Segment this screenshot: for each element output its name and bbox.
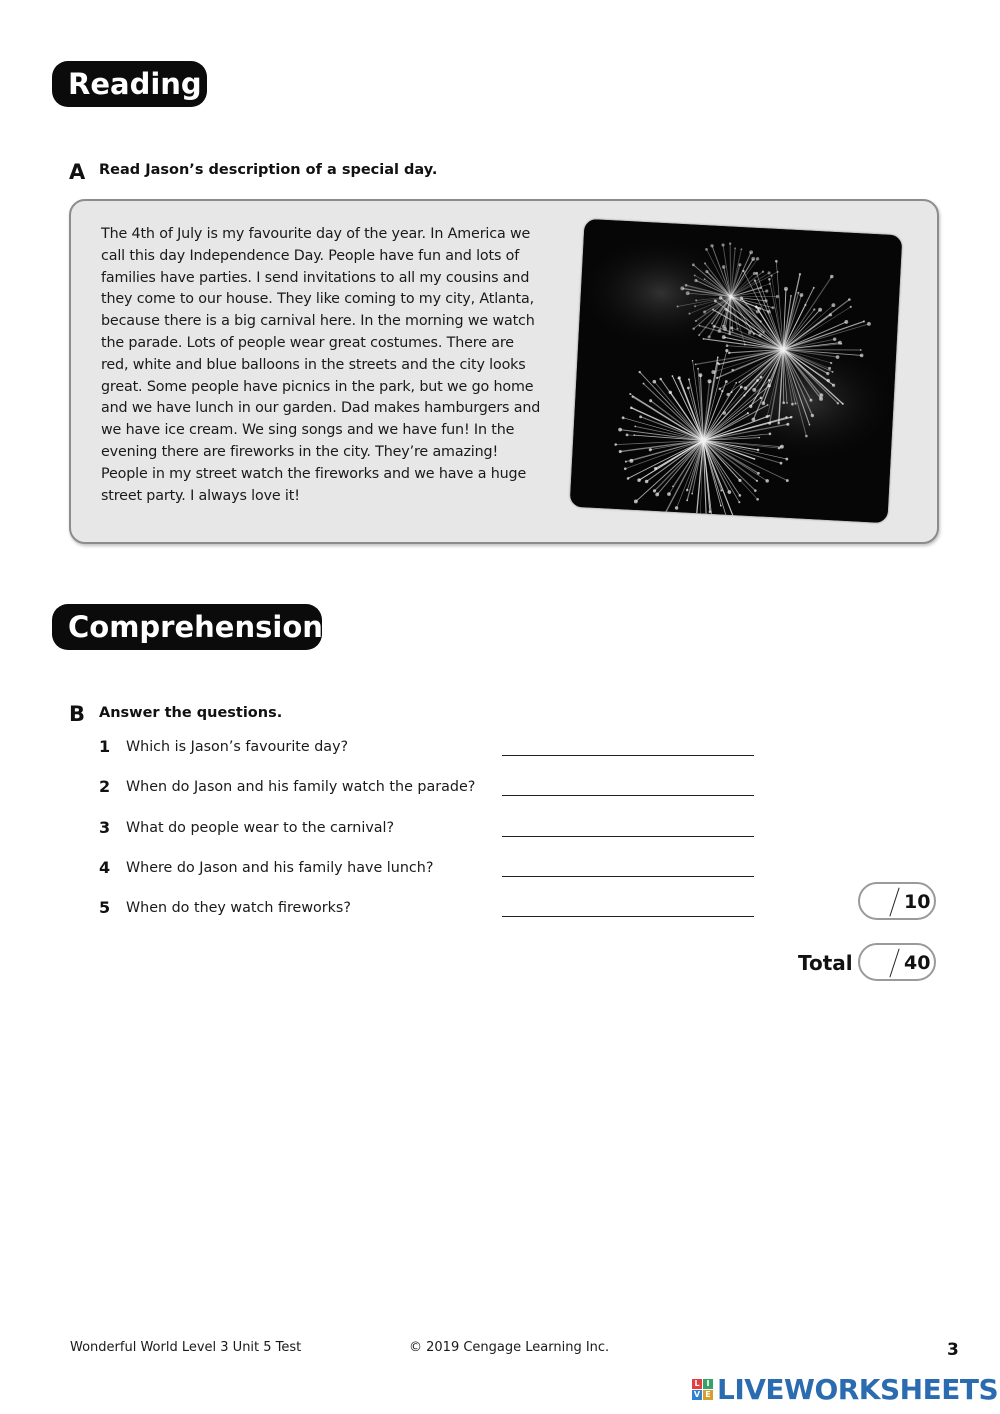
question-text: Where do Jason and his family have lunch? xyxy=(126,860,434,876)
section-letter-a: A xyxy=(69,160,86,184)
reading-heading: Reading xyxy=(52,61,207,107)
score-slash xyxy=(889,949,899,978)
total-score-value: 40 xyxy=(904,952,931,974)
question-text: When do Jason and his family watch the parade? xyxy=(126,779,476,795)
fireworks-image xyxy=(570,219,903,523)
question-number: 4 xyxy=(99,858,111,877)
question-number: 5 xyxy=(99,898,111,917)
liveworksheets-icon xyxy=(692,1379,713,1400)
reading-passage-text: The 4th of July is my favourite day of the year. In America we call this day Independence Day. People have fun and lots of families have parties. I send invitations to all my cousins and they come to our house. They like coming to my city, Atlanta, because there is a big carnival here. In the morning we watch the parade. Lots of people wear great costumes. There are red, white and blue balloons in the streets and the city looks great. Some people have picnics in the park, but we go home and we have lunch in our garden. Dad makes hamburgers and we have ice cream. We sing songs and we have fun! In the evening there are fireworks in the city. They’re amazing! People in my street watch the fireworks and we have a huge street party. I always love it! xyxy=(101,226,541,504)
reading-instruction: Read Jason’s description of a special day. xyxy=(99,162,438,178)
firework-spark xyxy=(704,521,708,523)
section-letter-b: B xyxy=(69,702,86,726)
total-score-box xyxy=(858,943,936,981)
footer-copyright: © 2019 Cengage Learning Inc. xyxy=(409,1340,610,1355)
question-text: Which is Jason’s favourite day? xyxy=(126,739,349,755)
comprehension-heading: Comprehension xyxy=(52,604,322,650)
section-score-value: 10 xyxy=(904,891,931,913)
total-label: Total xyxy=(798,951,853,975)
score-slash xyxy=(889,888,899,917)
comprehension-instruction: Answer the questions. xyxy=(99,705,283,721)
answer-line[interactable] xyxy=(502,755,754,756)
logo-tile-v: V xyxy=(693,1389,701,1399)
answer-line[interactable] xyxy=(502,836,754,837)
logo-tile-e: E xyxy=(703,1390,713,1400)
answer-line[interactable] xyxy=(502,916,754,917)
logo-tile-l: L xyxy=(692,1379,702,1389)
fireworks-photo xyxy=(570,219,903,523)
liveworksheets-logo[interactable] xyxy=(692,1372,998,1406)
firework-spark xyxy=(696,514,698,516)
reading-passage-box xyxy=(69,199,939,544)
firework-spark xyxy=(663,513,666,516)
answer-line[interactable] xyxy=(502,876,754,877)
question-number: 3 xyxy=(99,818,111,837)
question-number: 2 xyxy=(99,777,111,796)
answer-line[interactable] xyxy=(502,795,754,796)
liveworksheets-wordmark: LIVEWORKSHEETS xyxy=(717,1372,999,1406)
footer-book-title: Wonderful World Level 3 Unit 5 Test xyxy=(70,1340,302,1355)
question-text: What do people wear to the carnival? xyxy=(126,820,395,836)
logo-tile-i: I xyxy=(703,1379,713,1389)
page-number: 3 xyxy=(947,1340,959,1360)
section-score-box xyxy=(858,882,936,920)
question-text: When do they watch fireworks? xyxy=(126,900,351,916)
firework-spark xyxy=(725,516,729,520)
question-number: 1 xyxy=(99,737,111,756)
